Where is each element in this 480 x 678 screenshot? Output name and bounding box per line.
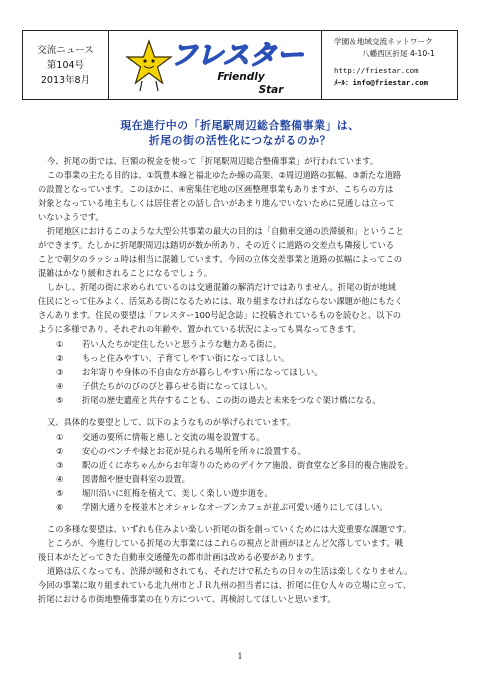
request-list-item: [56, 486, 273, 500]
list-text: 学園大通りを桜並木とオシャレなオープンカフェが並ぶ可愛い通りにしてほしい。: [82, 502, 388, 512]
paragraph-line: 折尾における市街地整備事業の在り方について、再検討してほしいと思います。: [38, 594, 336, 604]
list-text: 安心のベンチや緑とお花が見られる場所を所々に設置する。: [82, 446, 307, 456]
paragraph-line: 後日本がたどってきた自動車交通優先の都市計画は改める必要があります。: [38, 552, 320, 562]
list-number: ⑥: [56, 502, 64, 512]
request-list-item: [56, 472, 190, 486]
wish-list-item: [56, 337, 281, 351]
list-number: ②: [56, 353, 64, 363]
list-number: ②: [56, 446, 64, 456]
list-number: ③: [56, 367, 64, 377]
article-title-line2: 折尾の街の活性化につながるのか？: [148, 134, 332, 147]
paragraph-line: 今、折尾の街では、巨額の税金を使って「折尾駅周辺総合整備事業」が行われています。: [47, 156, 379, 166]
request-list-item: [56, 444, 306, 458]
org-address: 八幡西区折尾 4-10-1: [362, 48, 435, 58]
paragraph-line: さんあります。住民の要望は「フレスター100号記念誌」に投稿されているものを読むと、以下の: [38, 310, 402, 320]
paragraph-line: 又、具体的な要望として、以下のようなものが挙げられています。: [47, 417, 296, 427]
website-link[interactable]: http://friestar.com: [334, 66, 419, 75]
page-number: 1: [237, 652, 243, 661]
paragraph-line: 今回の事業に取り組まれている北九州市とＪＲ九州の担当者には、折尾に住む人々の立場に立って、: [38, 580, 412, 590]
wish-list-item: [56, 351, 289, 365]
friestar-logo: [109, 31, 321, 99]
paragraph-line: しかし、折尾の街に求められているのは交通混雑の解消だけではありません。折尾の街が地域: [47, 282, 396, 292]
issue-date: 2013年8月: [40, 74, 91, 86]
list-text: 堀川沿いに紅梅を植えて、美しく楽しい遊歩道を。: [82, 488, 273, 498]
paragraph-line: ができます。たしかに折尾駅周辺は踏切が数か所あり、その近くに道路の交差点も隣接している: [38, 240, 395, 250]
list-text: 折尾の歴史遺産と共存することも、この街の過去と未来をつなぐ架け橋になる。: [82, 395, 381, 405]
list-text: 交通の要所に情報と癒しと交流の場を設置する。: [82, 432, 265, 442]
wish-list-item: [56, 379, 273, 393]
paragraph-line: ことで朝夕のラッシュ時は相当に混雑しています。今回の立体交差事業と道路の拡幅によってこの: [38, 254, 403, 264]
contact-info: [321, 31, 457, 99]
wish-list-item: [56, 365, 323, 379]
paragraph-line: この多様な要望は、いずれも住みよい楽しい折尾の街を創っていくためには大変重要な課題です。: [47, 524, 412, 534]
paragraph-line: ところが、今進行している折尾の大事業にはこれらの視点と計画がほとんど欠落しています。戦: [47, 538, 404, 548]
logo-title: フレスター: [170, 40, 304, 71]
request-list-item: [56, 430, 265, 444]
paragraph-line: この事業の主たる目的は、①筑豊本線と福北ゆたか線の高架、②周辺道路の拡幅、③新たな道路: [47, 170, 402, 180]
paragraph-line: 対象となっている地主もしくは居住者との話し合いがあまり進んでいないために見通しは立って: [38, 198, 395, 208]
list-number: ①: [56, 432, 64, 442]
issue-info: [23, 31, 109, 99]
list-text: 駅の近くに赤ちゃんからお年寄りのためのデイケア施設、街食堂など多目的複合施設を。: [82, 460, 414, 470]
org-name: 学園＆地域交流ネットワーク: [334, 37, 433, 46]
request-list-item: [56, 500, 388, 514]
list-text: お年寄りや身体の不自由な方が暮らしやすい所になってほしい。: [82, 367, 323, 377]
list-number: ①: [56, 339, 64, 349]
star-icon: [127, 41, 171, 83]
paragraph-line: ように多様であり、それぞれの年齢や、置かれている状況によっても異なってきます。: [38, 324, 361, 334]
article-title-line1: 現在進行中の「折尾駅周辺総合整備事業」は、: [120, 119, 360, 132]
paragraph-line: 道路は広くなっても、渋滞が緩和されても、それだけで私たちの日々の生活は楽しくなりません。: [47, 566, 413, 576]
request-list-item: [56, 458, 413, 472]
paragraph-line: の設置となっています。このほかに、④密集住宅地の区画整理事業もありますが、こちらの方は: [38, 184, 394, 194]
paragraph-line: 折尾地区におけるこのような大型公共事業の最大の目的は「自動車交通の渋滞緩和」ということ: [47, 226, 404, 236]
list-number: ④: [56, 381, 64, 391]
list-number: ④: [56, 474, 64, 484]
list-text: もっと住みやすい、子育てしやすい街になってほしい。: [82, 353, 290, 363]
paragraph-line: いないようです。: [38, 212, 104, 222]
wish-list-item: [56, 393, 381, 407]
paragraph-line: 住民にとって住みよく、活気ある街になるためには、取り組まなければならない課題が他にもたく: [38, 296, 403, 306]
newsletter-header: [22, 30, 458, 100]
newsletter-name: 交流ニュース: [37, 44, 94, 56]
logo-sub-star: Star: [258, 84, 284, 96]
paragraph-line: 混雑はかなり緩和されることになるでしょう。: [38, 268, 213, 278]
list-text: 図書館や歴史資料室の設置。: [82, 474, 190, 484]
list-number: ③: [56, 460, 64, 470]
issue-number: 第104号: [46, 59, 85, 71]
list-text: 若い人たちが定住したいと思うような魅力ある街に。: [82, 339, 282, 349]
email-link[interactable]: ﾒｰﾙ：info@friestar.com: [334, 77, 429, 87]
list-text: 子供たちがのびのびと暮らせる街になってほしい。: [82, 381, 273, 391]
list-number: ⑤: [56, 395, 64, 405]
logo-sub-friendly: Friendly: [217, 71, 265, 83]
list-number: ⑤: [56, 488, 64, 498]
